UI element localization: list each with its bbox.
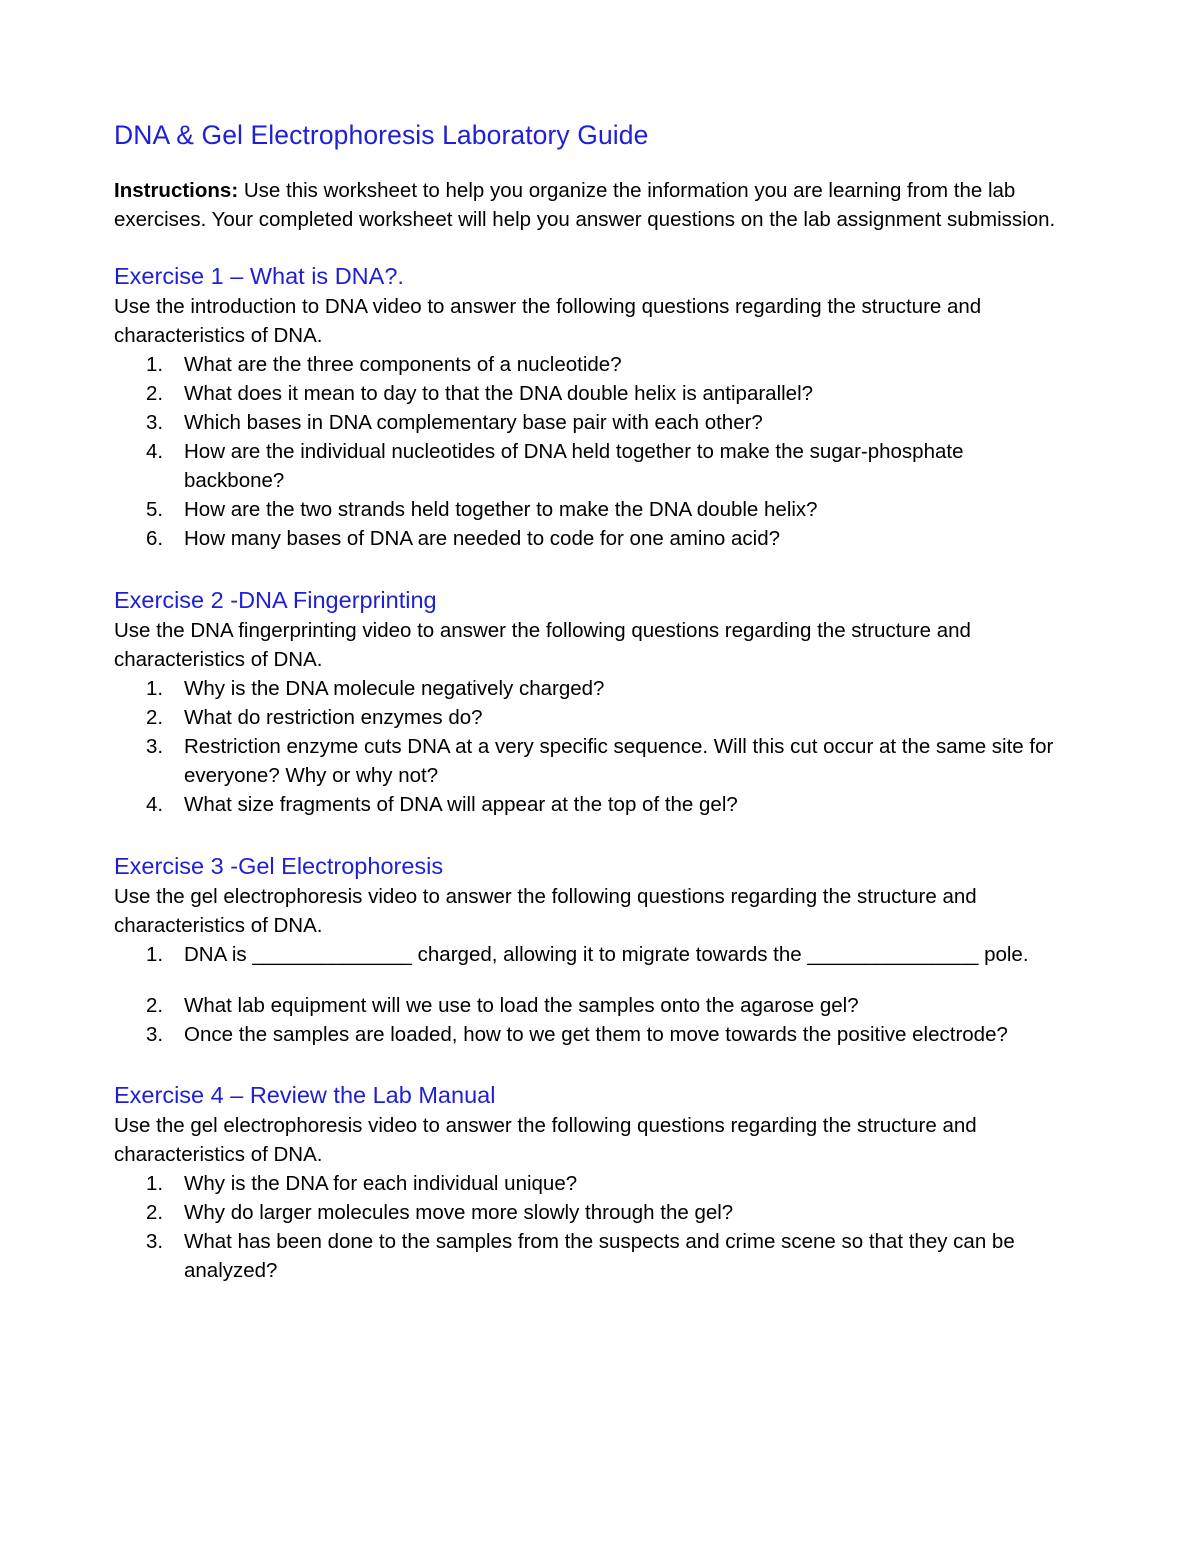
exercise-2-intro: Use the DNA fingerprinting video to answer the following questions regarding the structure and characteristics of DNA. [114, 619, 971, 671]
question-text: Why is the DNA for each individual unique? [184, 1172, 578, 1195]
question-number: 1. [146, 1172, 164, 1195]
exercise-4-section [114, 1079, 1060, 1285]
question-number: 1. [146, 353, 164, 376]
question-item [114, 940, 1060, 969]
exercise-3-questions [114, 940, 1060, 1049]
instructions-paragraph [114, 176, 1060, 234]
question-text: Restriction enzyme cuts DNA at a very specific sequence. Will this cut occur at the same site for everyone? Why or why not? [184, 735, 1054, 787]
exercise-3-section [114, 850, 1060, 1049]
question-item [114, 703, 1060, 732]
question-item [114, 732, 1060, 790]
question-item [114, 1227, 1060, 1285]
question-text: What are the three components of a nucleotide? [184, 353, 622, 376]
exercise-3-heading: Exercise 3 -Gel Electrophoresis [114, 853, 444, 879]
page-title: DNA & Gel Electrophoresis Laboratory Guide [114, 120, 649, 150]
question-number: 4. [146, 440, 164, 463]
question-text: What do restriction enzymes do? [184, 706, 483, 729]
question-number: 1. [146, 677, 164, 700]
question-text: How are the individual nucleotides of DNA held together to make the sugar-phosphate backbone? [184, 440, 964, 492]
question-text: What size fragments of DNA will appear at the top of the gel? [184, 793, 738, 816]
exercise-3-intro: Use the gel electrophoresis video to answer the following questions regarding the structure and characteristics of DNA. [114, 885, 977, 937]
exercise-4-questions [114, 1169, 1060, 1285]
question-text: What does it mean to day to that the DNA double helix is antiparallel? [184, 382, 814, 405]
exercise-1-questions [114, 350, 1060, 553]
question-text: Why do larger molecules move more slowly through the gel? [184, 1201, 734, 1224]
question-number: 3. [146, 735, 164, 758]
question-number: 3. [146, 1230, 164, 1253]
exercise-2-heading: Exercise 2 -DNA Fingerprinting [114, 587, 437, 613]
question-number: 4. [146, 793, 164, 816]
question-item [114, 408, 1060, 437]
question-number: 5. [146, 498, 164, 521]
exercise-1-intro: Use the introduction to DNA video to answer the following questions regarding the structure and characteristics of DNA. [114, 295, 982, 347]
question-number: 2. [146, 1201, 164, 1224]
question-item [114, 1020, 1060, 1049]
question-number: 2. [146, 382, 164, 405]
question-item [114, 350, 1060, 379]
question-item [114, 437, 1060, 495]
question-number: 1. [146, 943, 164, 966]
question-number: 2. [146, 706, 164, 729]
question-number: 3. [146, 411, 164, 434]
question-text: What lab equipment will we use to load the samples onto the agarose gel? [184, 994, 859, 1017]
question-item [114, 524, 1060, 553]
question-item [114, 1198, 1060, 1227]
question-text: DNA is ______________ charged, allowing it to migrate towards the _______________ pole. [184, 943, 1029, 966]
question-number: 6. [146, 527, 164, 550]
question-text: Which bases in DNA complementary base pair with each other? [184, 411, 763, 434]
question-text: How many bases of DNA are needed to code for one amino acid? [184, 527, 780, 550]
exercise-4-heading: Exercise 4 – Review the Lab Manual [114, 1082, 496, 1108]
question-item [114, 991, 1060, 1020]
instructions-lead: Instructions: [114, 179, 239, 202]
question-text: How are the two strands held together to make the DNA double helix? [184, 498, 818, 521]
question-text: What has been done to the samples from the suspects and crime scene so that they can be analyzed? [184, 1230, 1015, 1282]
exercise-1-heading: Exercise 1 – What is DNA?. [114, 263, 404, 289]
exercise-4-intro: Use the gel electrophoresis video to answer the following questions regarding the structure and characteristics of DNA. [114, 1114, 977, 1166]
exercise-2-section [114, 584, 1060, 819]
question-text: Why is the DNA molecule negatively charged? [184, 677, 605, 700]
question-item [114, 790, 1060, 819]
question-number: 2. [146, 994, 164, 1017]
exercise-2-questions [114, 674, 1060, 819]
exercise-1-section [114, 260, 1060, 553]
question-item [114, 1169, 1060, 1198]
question-number: 3. [146, 1023, 164, 1046]
question-item [114, 495, 1060, 524]
instructions-text: Use this worksheet to help you organize the information you are learning from the lab exercises. Your completed worksheet will help you answer questions on the lab assignment submission. [114, 179, 1056, 231]
question-item [114, 379, 1060, 408]
question-text: Once the samples are loaded, how to we get them to move towards the positive electrode? [184, 1023, 1008, 1046]
question-item [114, 674, 1060, 703]
